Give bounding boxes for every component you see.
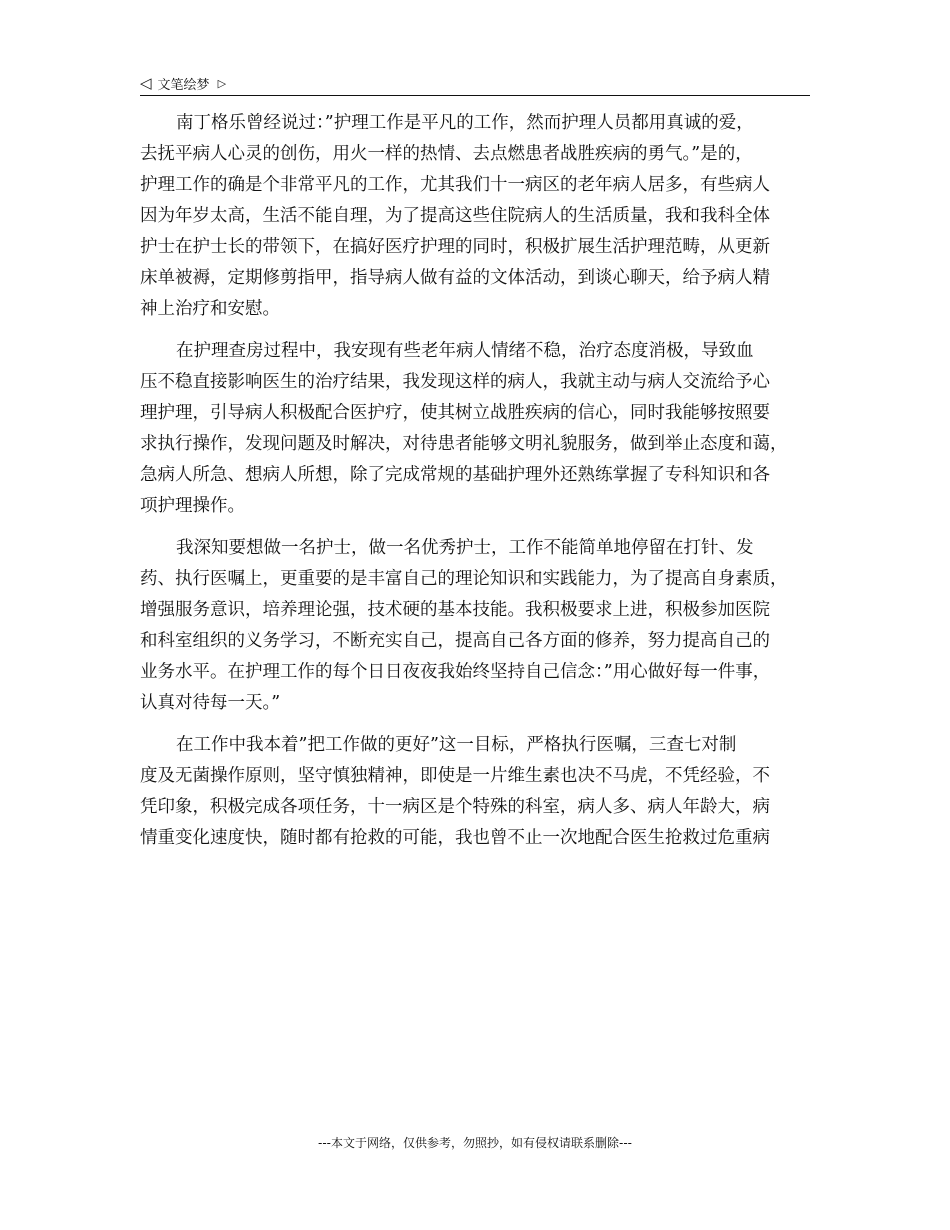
text-line: 业务水平。在护理工作的每个日日夜夜我始终坚持自己信念：”用心做好每一件事， [140, 662, 771, 682]
paragraph [140, 336, 815, 522]
text-line: 增强服务意识，培养理论强，技术硬的基本技能。我积极要求上进，积极参加医院 [140, 600, 770, 620]
triangle-left-icon: ◁ [140, 73, 152, 92]
text-line: 护理工作的确是个非常平凡的工作，尤其我们十一病区的老年病人居多，有些病人 [140, 175, 770, 195]
text-line: 项护理操作。 [140, 496, 245, 516]
header-title: 文笔绘梦 [157, 77, 210, 93]
triangle-right-icon: ▷ [217, 76, 227, 90]
text-line: 南丁格乐曾经说过：”护理工作是平凡的工作，然而护理人员都用真诚的爱， [176, 113, 754, 133]
paragraph [140, 730, 815, 854]
text-line: 理护理，引导病人积极配合医护疗，使其树立战胜疾病的信心，同时我能够按照要 [140, 403, 770, 423]
page-header [140, 72, 810, 94]
text-line: 在工作中我本着”把工作做的更好”这一目标，严格执行医嘱，三查七对制 [176, 735, 737, 755]
text-line: 我深知要想做一名护士，做一名优秀护士，工作不能简单地停留在打针、发 [176, 538, 754, 558]
text-line: 度及无菌操作原则，坚守慎独精神，即使是一片维生素也决不马虎，不凭经验，不 [140, 766, 770, 786]
document-body [140, 108, 815, 865]
text-line: 情重变化速度快，随时都有抢救的可能，我也曾不止一次地配合医生抢救过危重病 [140, 828, 770, 848]
text-line: 和科室组织的义务学习，不断充实自己，提高自己各方面的修养，努力提高自己的 [140, 631, 770, 651]
text-line: 神上治疗和安慰。 [140, 299, 280, 319]
text-line: 去抚平病人心灵的创伤，用火一样的热情、去点燃患者战胜疾病的勇气。”是的， [140, 144, 753, 164]
text-line: 在护理查房过程中，我安现有些老年病人情绪不稳，治疗态度消极，导致血 [176, 341, 754, 361]
text-line: 药、执行医嘱上，更重要的是丰富自己的理论知识和实践能力，为了提高自身素质， [140, 569, 788, 589]
text-line: 急病人所急、想病人所想，除了完成常规的基础护理外还熟练掌握了专科知识和各 [140, 465, 770, 485]
text-line: 认真对待每一天。” [140, 693, 281, 713]
text-line: 求执行操作，发现问题及时解决，对待患者能够文明礼貌服务，做到举止态度和蔼， [140, 434, 788, 454]
header-divider [140, 95, 810, 96]
text-line: 因为年岁太高，生活不能自理，为了提高这些住院病人的生活质量，我和我科全体 [140, 206, 770, 226]
text-line: 床单被褥，定期修剪指甲，指导病人做有益的文体活动，到谈心聊天，给予病人精 [140, 268, 770, 288]
page-footer: ---本文于网络，仅供参考，勿照抄，如有侵权请联系删除--- [318, 1136, 632, 1150]
text-line: 凭印象，积极完成各项任务，十一病区是个特殊的科室，病人多、病人年龄大，病 [140, 797, 770, 817]
paragraph [140, 533, 815, 719]
paragraph [140, 108, 815, 325]
text-line: 护士在护士长的带领下，在搞好医疗护理的同时，积极扩展生活护理范畴，从更新 [140, 237, 770, 257]
text-line: 压不稳直接影响医生的治疗结果，我发现这样的病人，我就主动与病人交流给予心 [140, 372, 770, 392]
